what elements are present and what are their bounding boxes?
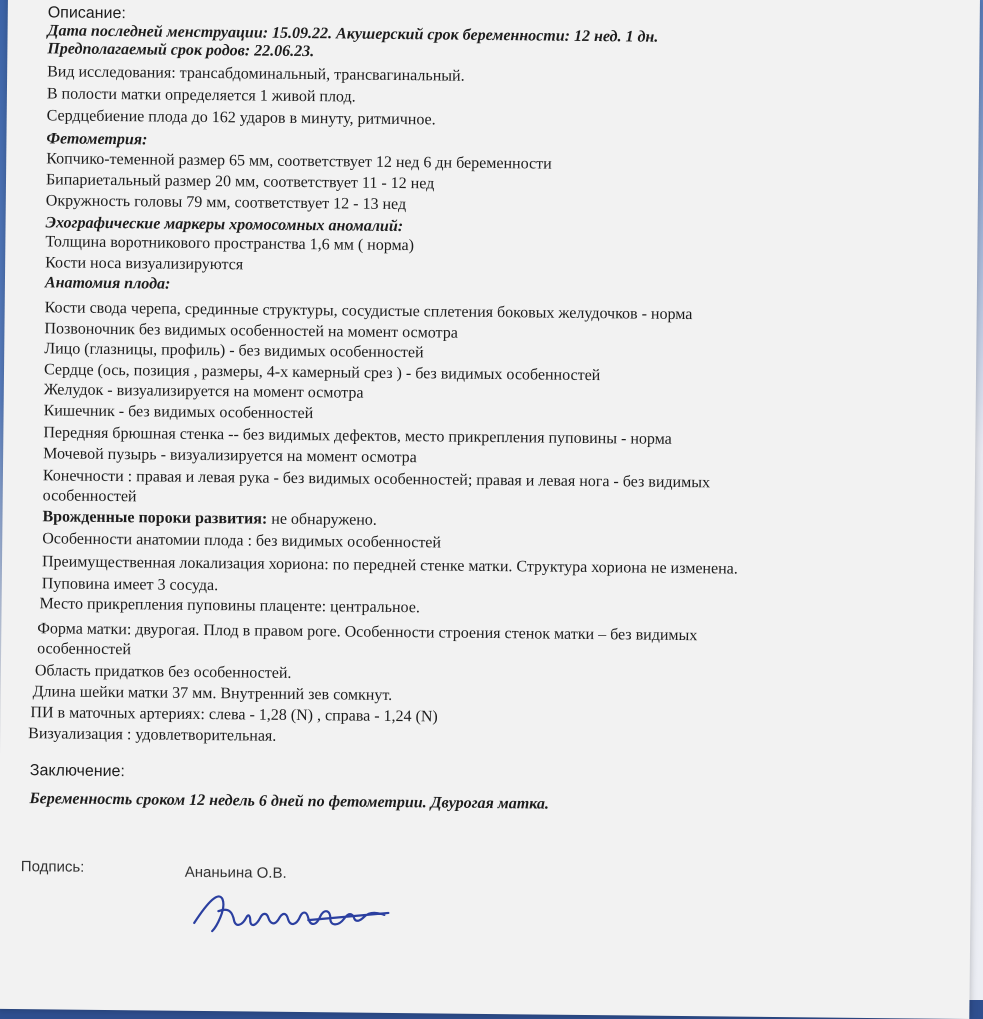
report-line: Желудок - визуализируется на момент осмотра [43,381,364,402]
report-line: Окружность головы 79 мм, соответствует 12 - 13 нед [45,192,407,214]
report-line: Место прикрепления пуповины плаценте: центральное. [39,595,420,617]
report-line: Область придатков без особенностей. [34,662,292,682]
report-line: Конечности : правая и левая рука - без видимых особенностей; правая и левая нога - без видимых [42,467,711,492]
report-line: Кишечник - без видимых особенностей [43,402,314,423]
report-line: Сердце (ось, позиция , размеры, 4-х камерный срез ) - без видимых особенностей [43,361,601,385]
report-line: Кости свода черепа, срединные структуры, сосудистые сплетения боковых желудочков - норма [44,299,693,324]
report-line: Дата последней менструации: 15.09.22. Акушерский срок беременности: 12 нед. 1 дн. [47,22,659,46]
conclusion-heading: Заключение: [29,762,126,781]
report-line: Вид исследования: трансабдоминальный, трансвагинальный. [47,63,465,85]
report-line: Передняя брюшная стенка -- без видимых дефектов, место прикрепления пуповины - норма [43,424,672,448]
report-line: В полости матки определяется 1 живой плод. [46,85,356,106]
report-line: Анатомия плода: [44,274,171,293]
description-heading: Описание: [47,4,126,23]
report-line: Копчико-теменной размер 65 мм, соответствует 12 нед 6 дн беременности [46,150,552,173]
report-line: Особенности анатомии плода : без видимых особенностей [42,530,442,552]
report-line: Толщина воротникового пространства 1,6 мм ( норма) [45,233,415,255]
report-line: Лицо (глазницы, профиль) - без видимых особенностей [44,340,424,362]
handwritten-signature [188,881,429,954]
report-line: особенностей [42,487,137,506]
report-line: Форма матки: двурогая. Плод в правом роге. Особенности строения стенок матки – без видимых [37,620,698,645]
report-line: Предполагаемый срок родов: 22.06.23. [47,40,315,61]
signature-label: Подпись: [20,858,85,876]
report-line: Визуализация : удовлетворительная. [28,725,277,745]
report-line: Бипариетальный размер 20 мм, соответствует 11 - 12 нед [45,171,435,193]
malformations-label: Врожденные пороки развития: [42,508,268,528]
report-line: Фетометрия: [46,130,148,149]
report-line: ПИ в маточных артериях: слева - 1,28 (N) , справа - 1,24 (N) [30,704,438,726]
report-line: Мочевой пузырь - визуализируется на момент осмотра [43,445,417,467]
report-line: Пуповина имеет 3 сосуда. [41,575,219,595]
malformations-value: не обнаружено. [267,510,377,529]
report-line: Кости носа визуализируются [45,254,244,274]
report-line: Преимущественная локализация хориона: по передней стенке матки. Структура хориона не изменена. [41,553,738,578]
malformations-line [42,507,377,531]
report-line: особенностей [37,640,132,659]
conclusion-text: Беременность сроком 12 недель 6 дней по фетометрии. Двурогая матка. [29,790,549,813]
report-line: Сердцебиение плода до 162 ударов в минуту, ритмичное. [46,107,436,129]
signer-name: Ананьина О.В. [184,863,287,882]
report-line: Позвоночник без видимых особенностей на момент осмотра [44,320,458,342]
report-line: Длина шейки матки 37 мм. Внутренний зев сомкнут. [32,683,393,704]
report-line: Эхографические маркеры хромосомных аномалий: [45,214,404,236]
